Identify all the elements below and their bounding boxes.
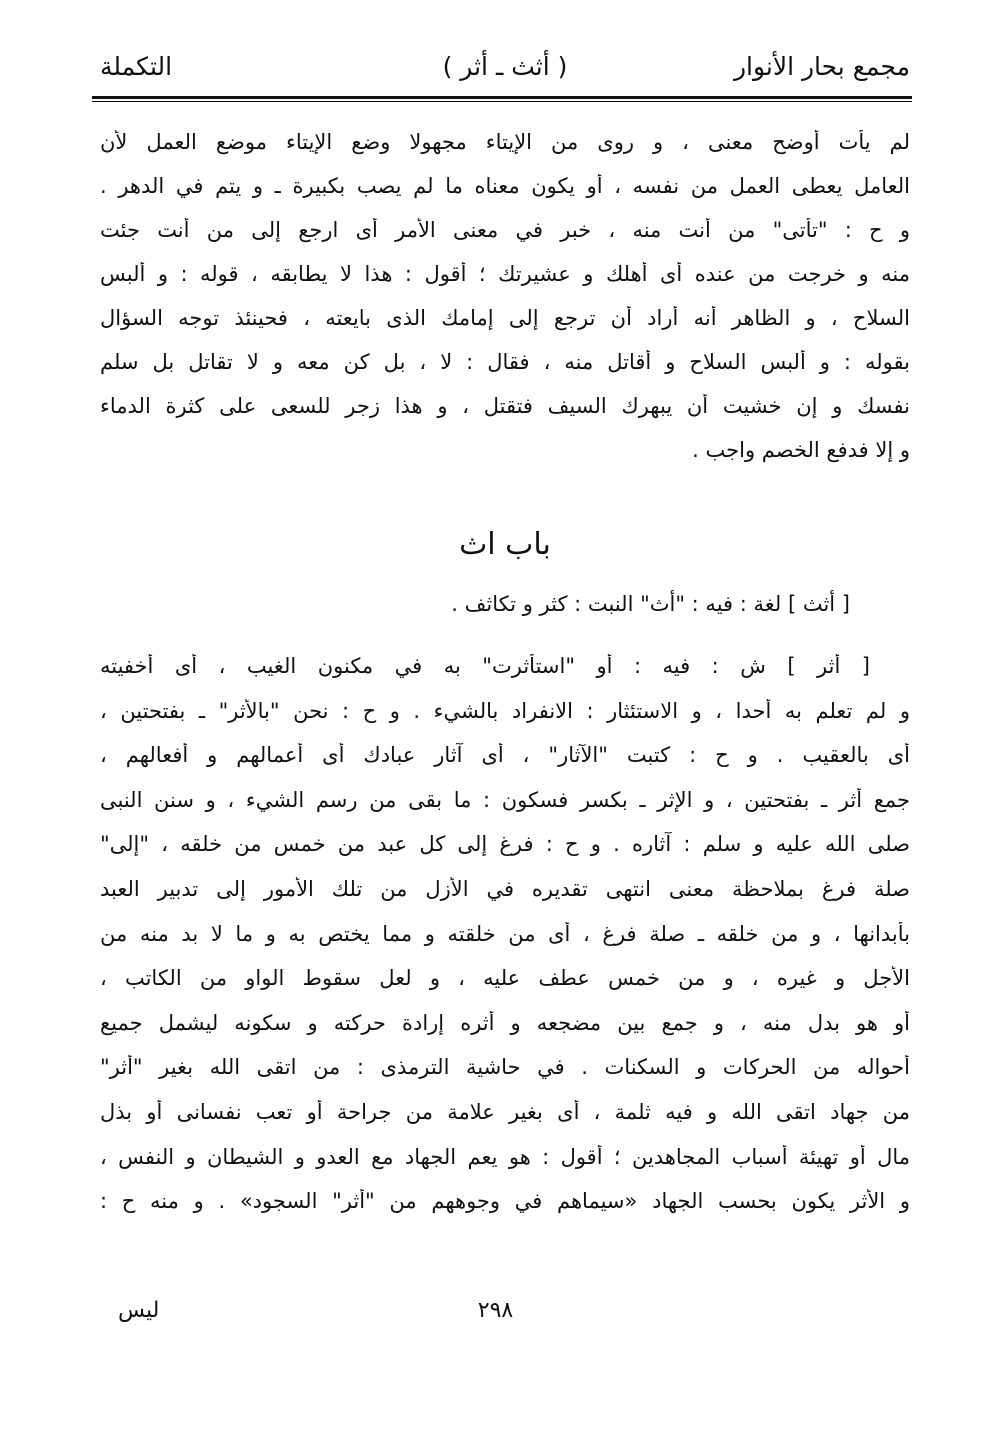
- text-line: العامل يعطى العمل من نفسه ، أو يكون معناه ما لم يصب بكبيرة ـ و يتم في الدهر .: [100, 174, 910, 198]
- supplement-label: التكملة: [100, 52, 173, 81]
- text-line: من جهاد اتقى الله و فيه ثلمة ، أى بغير علامة من جراحة أو تعب نفسانى أو بذل: [100, 1099, 910, 1124]
- text-line: السلاح ، و الظاهر أنه أراد أن ترجع إلى إمامك الذى بايعته ، فحينئذ توجه السؤال: [100, 306, 910, 330]
- text-line: و الأثر يكون بحسب الجهاد «سيماهم في وجوههم من "أثر" السجود» . و منه ح :: [100, 1189, 910, 1214]
- section-range: ( أثث ـ أثر ): [442, 52, 568, 81]
- header-rule: [92, 96, 912, 99]
- running-header: [100, 52, 910, 92]
- header-rule-thin: [92, 101, 912, 102]
- text-line: نفسك و إن خشيت أن يبهرك السيف فتقتل ، و هذا زجر للسعى على كثرة الدماء: [100, 394, 910, 418]
- chapter-heading: باب اث: [459, 527, 551, 562]
- entry-athth-text: [ أثث ] لغة : فيه : "أث" النبت : كثر و تكاثف .: [451, 592, 850, 616]
- text-line: أو هو بدل منه ، و جمع بين مضجعه و أثره إرادة حركته و سكونه ليشمل جميع: [100, 1010, 910, 1035]
- text-line: مال أو تهيئة أسباب المجاهدين ؛ أقول : هو يعم الجهاد مع العدو و الشيطان و النفس ،: [100, 1144, 910, 1169]
- text-line: صلى الله عليه و سلم : آثاره . و ح : فرغ إلى كل عبد من خمس من خلقه ، "إلى": [100, 832, 910, 857]
- entry-athar: [100, 654, 910, 1234]
- catchword: ليس: [118, 1298, 160, 1323]
- text-line: بقوله : و ألبس السلاح و أقاتل منه ، فقال : لا ، بل كن معه و لا تقاتل بل سلم: [100, 350, 910, 374]
- text-line: جمع أثر ـ بفتحتين ، و الإثر ـ بكسر فسكون : ما بقى من رسم الشيء ، و سنن النبى: [100, 787, 910, 812]
- text-line: و لم تعلم به أحدا ، و الاستئثار : الانفراد بالشيء . و ح : نحن "بالأثر" ـ بفتحتين ،: [100, 698, 910, 723]
- text-line: و إلا فدفع الخصم واجب .: [692, 438, 910, 462]
- entry-athth: [100, 592, 910, 640]
- intro-paragraph: [100, 130, 910, 482]
- text-line: لم يأت أوضح معنى ، و روى من الإيتاء مجهولا وضع الإيتاء موضع العمل لأن: [100, 130, 910, 154]
- text-line: أحواله من الحركات و السكنات . في حاشية الترمذى : من اتقى الله بغير "أثر": [100, 1055, 910, 1080]
- text-line: صلة فرغ بملاحظة معنى انتهى تقديره في الأزل من تلك الأمور إلى تدبير العبد: [100, 876, 910, 901]
- text-line: و ح : "تأتى" من أنت منه ، خبر في معنى الأمر أى ارجع إلى من أنت جئت: [100, 218, 910, 242]
- text-line: أى بالعقيب . و ح : كتبت "الآثار" ، أى آثار عبادك أى أعمالهم و أفعالهم ،: [100, 743, 910, 768]
- page-number: ٢٩٨: [477, 1298, 514, 1323]
- text-line: [ أثر ] ش : فيه : أو "استأثرت" به في مكنون الغيب ، أى أخفيته: [100, 654, 870, 678]
- text-line: الأجل و غيره ، و من خمس عطف عليه ، و لعل سقوط الواو من الكاتب ،: [100, 966, 910, 991]
- text-line: بأبدانها ، و من خلقه ـ صلة فرغ ، أى من خلقته و مما يختص به و ما لا بد منه من: [100, 921, 910, 946]
- text-line: منه و خرجت من عنده أى أهلك و عشيرتك ؛ أقول : هذا لا يطابقه ، قوله : و ألبس: [100, 262, 910, 286]
- book-title: مجمع بحار الأنوار: [733, 52, 910, 81]
